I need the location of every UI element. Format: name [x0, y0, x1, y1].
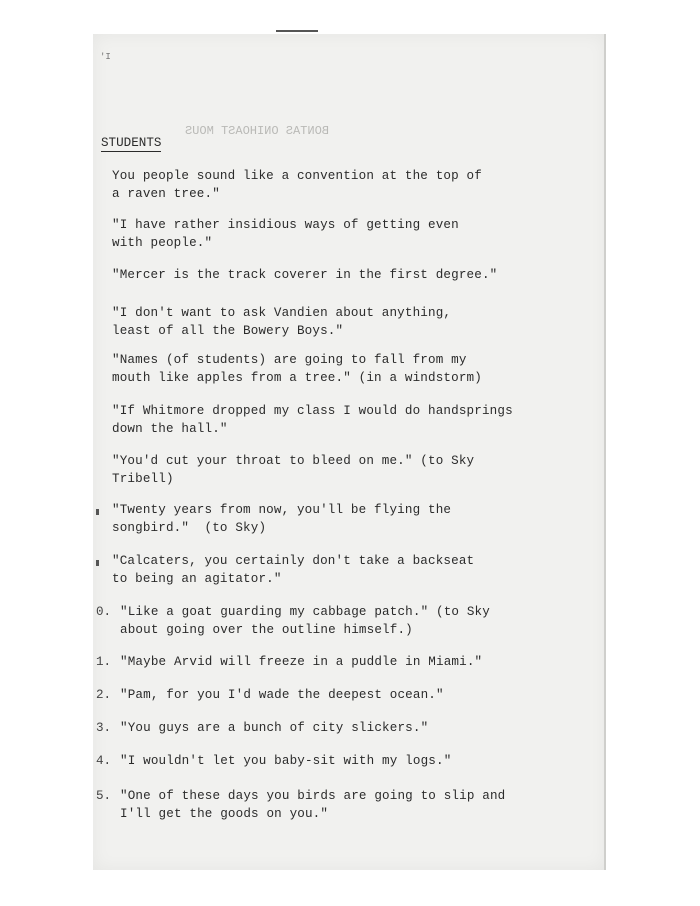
quote-1-line-1: You people sound like a convention at the top of [112, 169, 482, 183]
quote-9-line-1: "Calcaters, you certainly don't take a backseat [112, 554, 475, 568]
quote-1-line-2: a raven tree." [112, 187, 220, 201]
quote-5-line-2: mouth like apples from a tree." (in a windstorm) [112, 371, 482, 385]
bleed-through-text: BONTAS ONIHOAST MOUS [185, 124, 330, 138]
quote-13-number: 3. [96, 721, 112, 735]
quote-7-line-1: "You'd cut your throat to bleed on me." (to Sky [112, 454, 475, 468]
quote-3-line-1: "Mercer is the track coverer in the first degree." [112, 268, 498, 282]
quote-2-line-2: with people." [112, 236, 213, 250]
section-heading: STUDENTS [101, 136, 162, 150]
quote-8-line-2: songbird." (to Sky) [112, 521, 267, 535]
quote-14-number: 4. [96, 754, 112, 768]
quote-10-number: 0. [96, 605, 112, 619]
quote-9-line-2: to being an agitator." [112, 572, 282, 586]
quote-12-number: 2. [96, 688, 112, 702]
corner-mark: 'I [100, 52, 111, 62]
quote-2-line-1: "I have rather insidious ways of getting even [112, 218, 459, 232]
quote-5-line-1: "Names (of students) are going to fall from my [112, 353, 467, 367]
quote-10-line-1: "Like a goat guarding my cabbage patch." (to Sky [120, 605, 490, 619]
paper-edge [604, 34, 606, 870]
quote-12-line-1: "Pam, for you I'd wade the deepest ocean." [120, 688, 444, 702]
quote-15-number: 5. [96, 789, 112, 803]
quote-6-line-1: "If Whitmore dropped my class I would do handsprings [112, 404, 513, 418]
margin-tick [96, 509, 99, 515]
quote-6-line-2: down the hall." [112, 422, 228, 436]
quote-4-line-1: "I don't want to ask Vandien about anything, [112, 306, 452, 320]
margin-tick [96, 560, 99, 566]
quote-15-line-1: "One of these days you birds are going to slip and [120, 789, 506, 803]
quote-15-line-2: I'll get the goods on you." [120, 807, 329, 821]
quote-11-number: 1. [96, 655, 112, 669]
quote-14-line-1: "I wouldn't let you baby-sit with my logs." [120, 754, 452, 768]
quote-7-line-2: Tribell) [112, 472, 174, 486]
quote-10-line-2: about going over the outline himself.) [120, 623, 413, 637]
quote-8-line-1: "Twenty years from now, you'll be flying the [112, 503, 452, 517]
quote-11-line-1: "Maybe Arvid will freeze in a puddle in Miami." [120, 655, 483, 669]
top-scan-mark [276, 30, 318, 32]
quote-4-line-2: least of all the Bowery Boys." [112, 324, 344, 338]
quote-13-line-1: "You guys are a bunch of city slickers." [120, 721, 429, 735]
